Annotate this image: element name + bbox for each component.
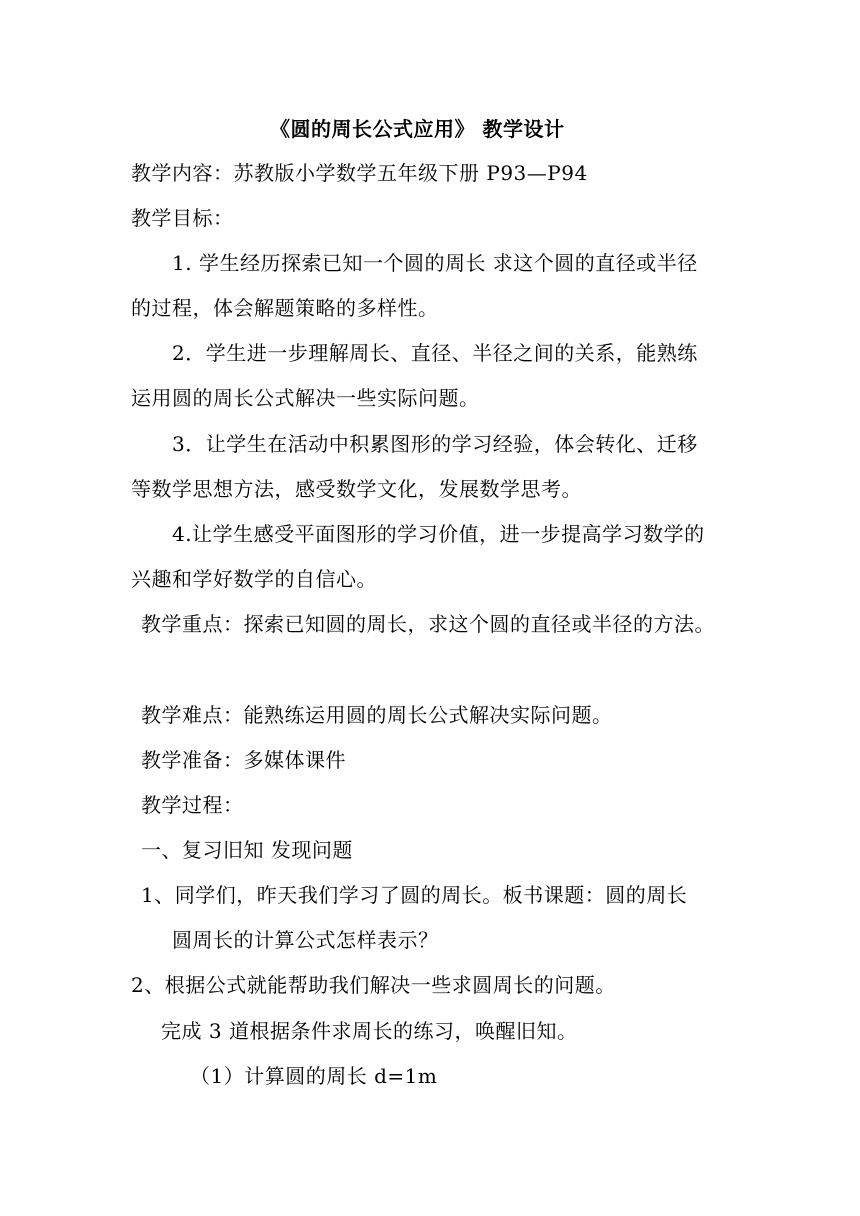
goal-4-line-1: 4.让学生感受平面图形的学习价值，进一步提高学习数学的: [172, 522, 705, 546]
goal-1-line-2: 的过程，体会解题策略的多样性。: [131, 296, 439, 320]
step-1-line-1: 1、同学们，昨天我们学习了圆的周长。板书课题：圆的周长: [141, 883, 688, 907]
goal-3-line-2: 等数学思想方法，感受数学文化，发展数学思考。: [131, 477, 582, 501]
step-2-line-1: 2、根据公式就能帮助我们解决一些求圆周长的问题。: [131, 973, 616, 997]
section-1-heading: 一、复习旧知 发现问题: [141, 838, 353, 862]
teaching-process-heading: 教学过程：: [141, 793, 244, 817]
teaching-preparation: 教学准备：多媒体课件: [141, 748, 346, 772]
document-title: 《圆的周长公式应用》 教学设计: [270, 117, 565, 141]
difficult-point: 教学难点：能熟练运用圆的周长公式解决实际问题。: [141, 703, 613, 727]
goal-2-line-2: 运用圆的周长公式解决一些实际问题。: [131, 386, 480, 410]
exercise-1: （1）计算圆的周长 d=1m: [190, 1064, 438, 1088]
goal-3-line-1: 3．让学生在活动中积累图形的学习经验，体会转化、迁移: [172, 432, 698, 456]
step-1-line-2: 圆周长的计算公式怎样表示？: [172, 928, 439, 952]
key-point: 教学重点：探索已知圆的周长，求这个圆的直径或半径的方法。: [141, 612, 715, 636]
teaching-content: 教学内容：苏教版小学数学五年级下册 P93—P94: [131, 161, 588, 185]
goal-4-line-2: 兴趣和学好数学的自信心。: [131, 567, 377, 591]
goal-1-line-1: 1. 学生经历探索已知一个圆的周长 求这个圆的直径或半径: [172, 251, 698, 275]
teaching-goals-heading: 教学目标：: [131, 206, 234, 230]
goal-2-line-1: 2．学生进一步理解周长、直径、半径之间的关系，能熟练: [172, 341, 698, 365]
step-2-line-2: 完成 3 道根据条件求周长的练习，唤醒旧知。: [161, 1019, 578, 1043]
